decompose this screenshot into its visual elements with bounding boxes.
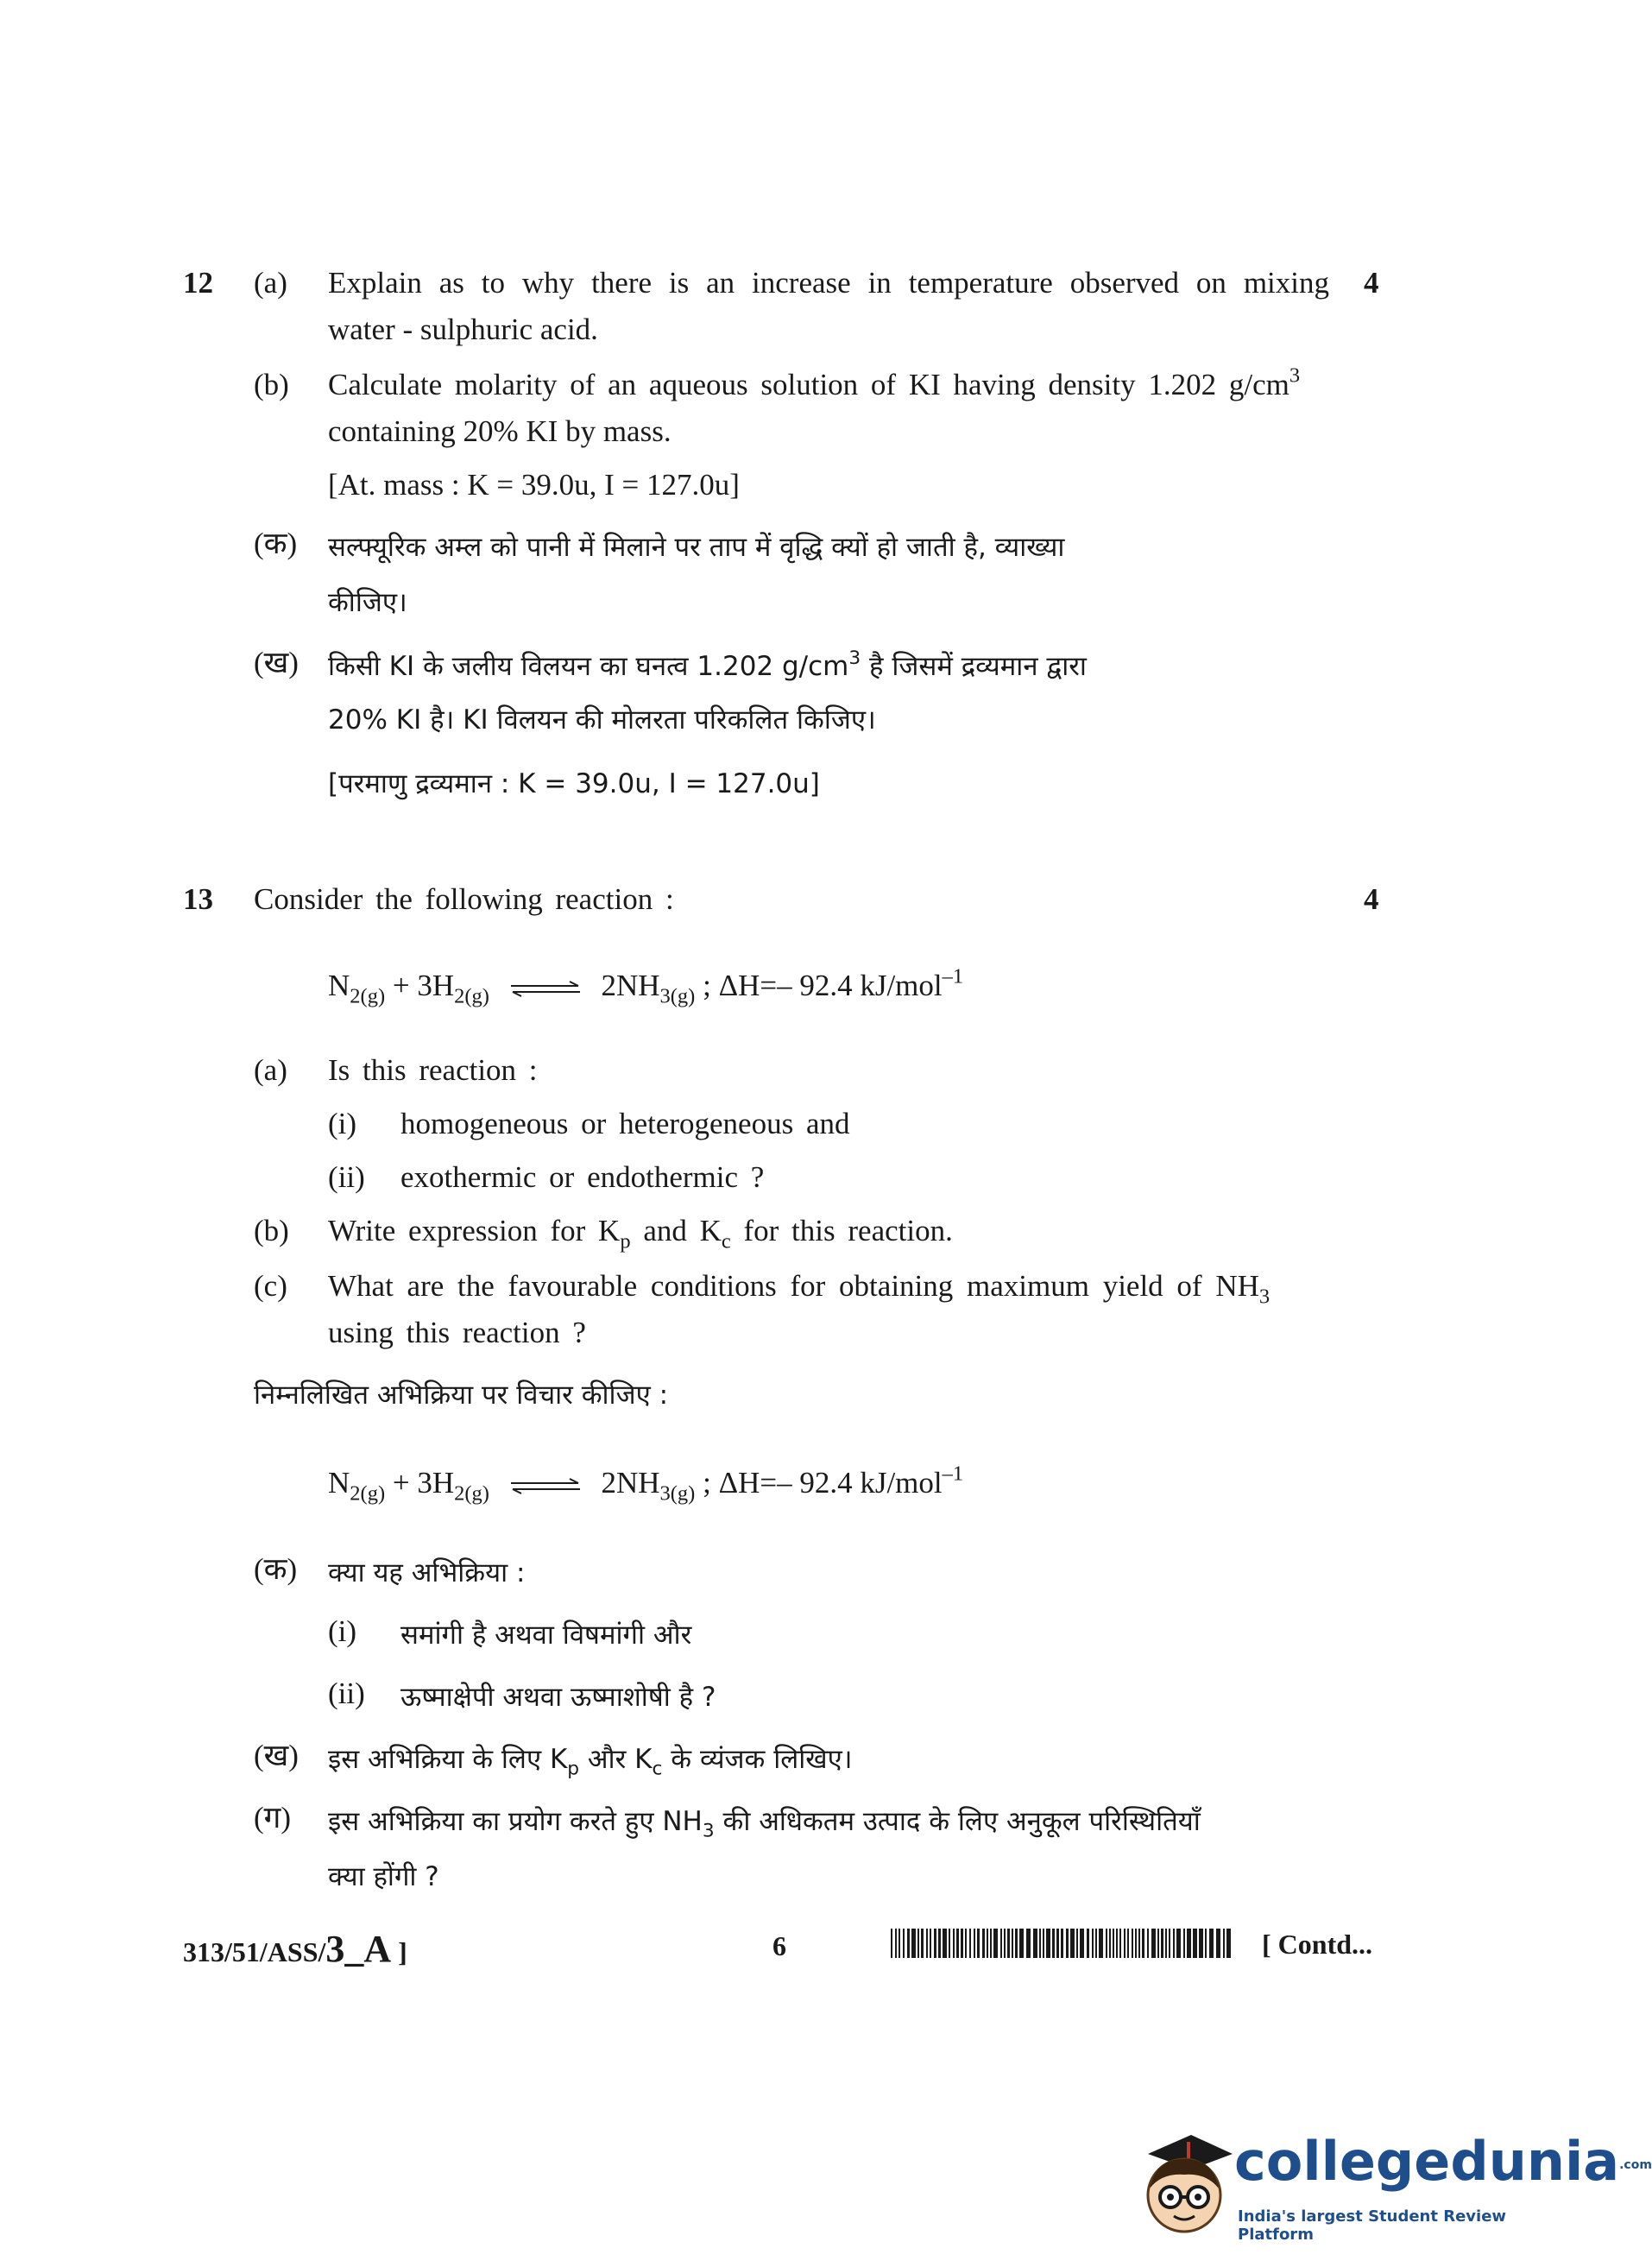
barcode-bar [1113, 1929, 1114, 1958]
q13-number: 13 [183, 882, 213, 916]
q12-ka-label: (क) [254, 527, 298, 560]
barcode-bar [1019, 1929, 1024, 1958]
q13-kha-text2: और K [579, 1744, 653, 1775]
q13-ga-line1a: इस अभिक्रिया का प्रयोग करते हुए NH [328, 1806, 703, 1837]
barcode-bar [1116, 1929, 1118, 1958]
barcode-bar [1039, 1929, 1041, 1958]
barcode-bar [1061, 1929, 1063, 1958]
eq2-dh-sup: –1 [942, 1462, 964, 1486]
equilibrium-arrow-icon-2 [509, 1477, 582, 1494]
barcode-bar [965, 1929, 967, 1958]
barcode-bar [1157, 1929, 1159, 1958]
barcode-bar [1046, 1929, 1050, 1958]
eq-h2-sub: 2(g) [454, 984, 489, 1008]
q13-equation-hi [328, 1462, 964, 1506]
q13-kha-text1: इस अभिक्रिया के लिए K [328, 1744, 568, 1775]
q13-b-text3: for this reaction. [730, 1214, 953, 1247]
q13-hi-intro: निम्नलिखित अभिक्रिया पर विचार कीजिए : [254, 1380, 669, 1411]
eq-n2-sub: 2(g) [350, 984, 386, 1008]
logo-tagline: India's largest Student Review Platform [1238, 2207, 1507, 2244]
q13-ka-label: (क) [254, 1552, 298, 1586]
contd-label: [ Contd... [1262, 1929, 1373, 1960]
eq-nh3: 2NH [601, 969, 660, 1002]
eq2-h2-sub: 2(g) [454, 1481, 489, 1506]
q13-ga-line1 [328, 1803, 1201, 1842]
q13-c-label: (c) [254, 1269, 287, 1303]
q12-kha-line1a: किसी KI के जलीय विलयन का घनत्व 1.202 g/cm [328, 651, 849, 682]
barcode-bar [949, 1929, 950, 1958]
q13-a-ii-label: (ii) [328, 1160, 365, 1194]
q12-kha-line2: 20% KI है। KI विलयन की मोलरता परिकलित किजिए। [328, 704, 876, 736]
barcode-bar [1161, 1929, 1163, 1958]
q13-a-text: Is this reaction : [328, 1053, 538, 1087]
barcode-bar [1193, 1929, 1197, 1958]
barcode-bar [891, 1929, 892, 1958]
barcode-bar [911, 1929, 916, 1958]
q12-marks: 4 [1364, 266, 1379, 300]
barcode-bar [903, 1929, 905, 1958]
eq2-n2: N [328, 1466, 350, 1500]
eq2-plus-h2: + 3H [385, 1466, 455, 1500]
q13-kha-label: (ख) [254, 1739, 299, 1772]
barcode-bar [1000, 1929, 1002, 1958]
barcode-bar [1012, 1929, 1013, 1958]
q12-kha-line1b: है जिसमें द्रव्यमान द्वारा [861, 651, 1087, 682]
barcode-bar [1092, 1929, 1094, 1958]
barcode-bar [934, 1929, 936, 1958]
equilibrium-arrow-icon [509, 980, 582, 997]
q12-b-line2: containing 20% KI by mass. [328, 414, 672, 448]
barcode-bar [1099, 1929, 1103, 1958]
q13-ga-label: (ग) [254, 1801, 292, 1834]
barcode-bar [1076, 1929, 1078, 1958]
barcode-bar [993, 1929, 998, 1958]
barcode-bar [921, 1929, 924, 1958]
q13-b-sub1: p [620, 1229, 631, 1253]
q12-a-line2: water - sulphuric acid. [328, 313, 598, 346]
barcode-bar [926, 1929, 928, 1958]
barcode-bar [1226, 1929, 1231, 1958]
eq2-nh3: 2NH [601, 1466, 660, 1500]
q12-a-label: (a) [254, 266, 287, 300]
q13-ka-i-label: (i) [328, 1614, 357, 1648]
barcode-bar [1106, 1929, 1107, 1958]
barcode-bar [1056, 1929, 1059, 1958]
q12-a-line1: Explain as to why there is an increase in temperature observed on mixing [328, 266, 1329, 300]
barcode-bar [1033, 1929, 1037, 1958]
eq2-n2-sub: 2(g) [350, 1481, 386, 1506]
barcode [891, 1929, 1230, 1958]
q12-b-line3: [At. mass : K = 39.0u, I = 127.0u] [328, 468, 740, 502]
barcode-bar [1216, 1929, 1220, 1958]
q12-kha-sup: 3 [848, 647, 861, 669]
q12-kha-label: (ख) [254, 646, 299, 679]
logo-name: collegedunia [1234, 2130, 1620, 2193]
q13-c-sub: 3 [1258, 1285, 1271, 1309]
paper-code-suffix: ] [391, 1936, 407, 1967]
barcode-bar [1043, 1929, 1044, 1958]
barcode-bar [1015, 1929, 1018, 1958]
logo-wordmark [1234, 2130, 1652, 2193]
barcode-bar [1173, 1929, 1175, 1958]
q12-b-line1 [328, 363, 1346, 401]
eq2-dh: ; ΔH=– 92.4 kJ/mol [695, 1466, 943, 1500]
barcode-bar [961, 1929, 963, 1958]
q13-b-text1: Write expression for K [328, 1214, 621, 1247]
q13-a-i-text: homogeneous or heterogeneous and [400, 1107, 850, 1140]
collegedunia-logo [1131, 2119, 1652, 2249]
q13-marks: 4 [1364, 882, 1379, 916]
barcode-bar [943, 1929, 947, 1958]
barcode-bar [1066, 1929, 1069, 1958]
logo-dotcom: .com [1619, 2157, 1652, 2172]
barcode-bar [1052, 1929, 1055, 1958]
paper-code [183, 1927, 407, 1971]
q13-ka-text: क्या यह अभिक्रिया : [328, 1557, 526, 1588]
barcode-bar [1183, 1929, 1185, 1958]
barcode-bar [899, 1929, 900, 1958]
barcode-bar [930, 1929, 931, 1958]
paper-code-big: 3_A [325, 1928, 392, 1970]
barcode-bar [1007, 1929, 1010, 1958]
barcode-bar [956, 1929, 959, 1958]
q12-ka-line2: कीजिए। [328, 587, 407, 618]
q13-a-i-label: (i) [328, 1107, 357, 1140]
q13-kha-sub1: p [567, 1758, 580, 1780]
q12-kha-line1 [328, 647, 1087, 684]
paper-code-prefix: 313/51/ASS/ [183, 1936, 326, 1967]
barcode-bar [1109, 1929, 1111, 1958]
barcode-bar [969, 1929, 971, 1958]
eq-n2: N [328, 969, 350, 1002]
eq-nh3-sub: 3(g) [659, 984, 696, 1008]
barcode-bar [1026, 1929, 1031, 1958]
q13-ga-line1b: की अधिकतम उत्पाद के लिए अनुकूल परिस्थितियाँ [714, 1806, 1201, 1837]
barcode-bar [1070, 1929, 1075, 1958]
q12-b-sup: 3 [1289, 363, 1301, 388]
eq-dh-sup: –1 [942, 964, 964, 988]
q13-c-line1-text: What are the favourable conditions for obtaining maximum yield of NH [328, 1269, 1259, 1303]
barcode-bar [1004, 1929, 1006, 1958]
barcode-bar [938, 1929, 941, 1958]
barcode-bar [1169, 1929, 1170, 1958]
barcode-bar [1080, 1929, 1084, 1958]
barcode-bar [990, 1929, 992, 1958]
barcode-bar [917, 1929, 919, 1958]
q13-kha-sub2: c [652, 1758, 663, 1780]
barcode-bar [895, 1929, 897, 1958]
barcode-bar [1176, 1929, 1181, 1958]
barcode-bar [1187, 1929, 1191, 1958]
q13-c-line2: using this reaction ? [328, 1316, 586, 1349]
barcode-bar [1132, 1929, 1133, 1958]
q13-ga-line2: क्या होंगी ? [328, 1861, 439, 1892]
q13-ka-i-text: समांगी है अथवा विषमांगी और [400, 1620, 692, 1651]
barcode-bar [1135, 1929, 1137, 1958]
q13-intro: Consider the following reaction : [254, 882, 674, 916]
barcode-bar [1147, 1929, 1149, 1958]
barcode-bar [1119, 1929, 1121, 1958]
barcode-bar [1165, 1929, 1167, 1958]
barcode-bar [1087, 1929, 1089, 1958]
barcode-bar [1127, 1929, 1129, 1958]
page-number: 6 [772, 1930, 786, 1961]
barcode-bar [1209, 1929, 1214, 1958]
barcode-bar [982, 1929, 985, 1958]
q13-b-sub2: c [721, 1229, 731, 1253]
barcode-bar [1124, 1929, 1126, 1958]
q13-a-ii-text: exothermic or endothermic ? [400, 1160, 765, 1194]
eq2-nh3-sub: 3(g) [659, 1481, 696, 1506]
barcode-bar [1095, 1929, 1097, 1958]
q13-a-label: (a) [254, 1053, 287, 1087]
q12-b-label: (b) [254, 368, 289, 401]
q13-ga-sub: 3 [702, 1820, 715, 1842]
q13-ka-ii-text: ऊष्माक्षेपी अथवा ऊष्माशोषी है ? [400, 1682, 716, 1713]
barcode-bar [953, 1929, 955, 1958]
barcode-bar [1199, 1929, 1203, 1958]
eq-dh: ; ΔH=– 92.4 kJ/mol [695, 969, 943, 1002]
barcode-bar [987, 1929, 988, 1958]
barcode-bar [977, 1929, 980, 1958]
q13-c-line1 [328, 1269, 1271, 1309]
barcode-bar [907, 1929, 910, 1958]
q13-b-text [328, 1214, 953, 1253]
q12-ka-line1: सल्फ्यूरिक अम्ल को पानी में मिलाने पर ताप में वृद्धि क्यों हो जाती है, व्याख्या [328, 532, 1065, 563]
q13-kha-text [328, 1740, 853, 1780]
q13-ka-ii-label: (ii) [328, 1677, 365, 1710]
barcode-bar [974, 1929, 975, 1958]
q12-number: 12 [183, 266, 213, 300]
q13-b-text2: and K [630, 1214, 722, 1247]
eq-plus-h2: + 3H [385, 969, 455, 1002]
q12-kha-line3: [परमाणु द्रव्यमान : K = 39.0u, I = 127.0u] [328, 768, 820, 799]
barcode-bar [1142, 1929, 1144, 1958]
barcode-bar [1138, 1929, 1140, 1958]
student-mascot-icon [1131, 2119, 1239, 2240]
q13-b-label: (b) [254, 1214, 289, 1247]
q12-b-line1-text: Calculate molarity of an aqueous solution of KI having density 1.202 g/cm [328, 368, 1289, 401]
q13-equation-en [328, 964, 964, 1008]
barcode-bar [1205, 1929, 1207, 1958]
barcode-bar [1223, 1929, 1225, 1958]
barcode-bar [1151, 1929, 1156, 1958]
q13-kha-text3: के व्यंजक लिखिए। [662, 1744, 853, 1775]
